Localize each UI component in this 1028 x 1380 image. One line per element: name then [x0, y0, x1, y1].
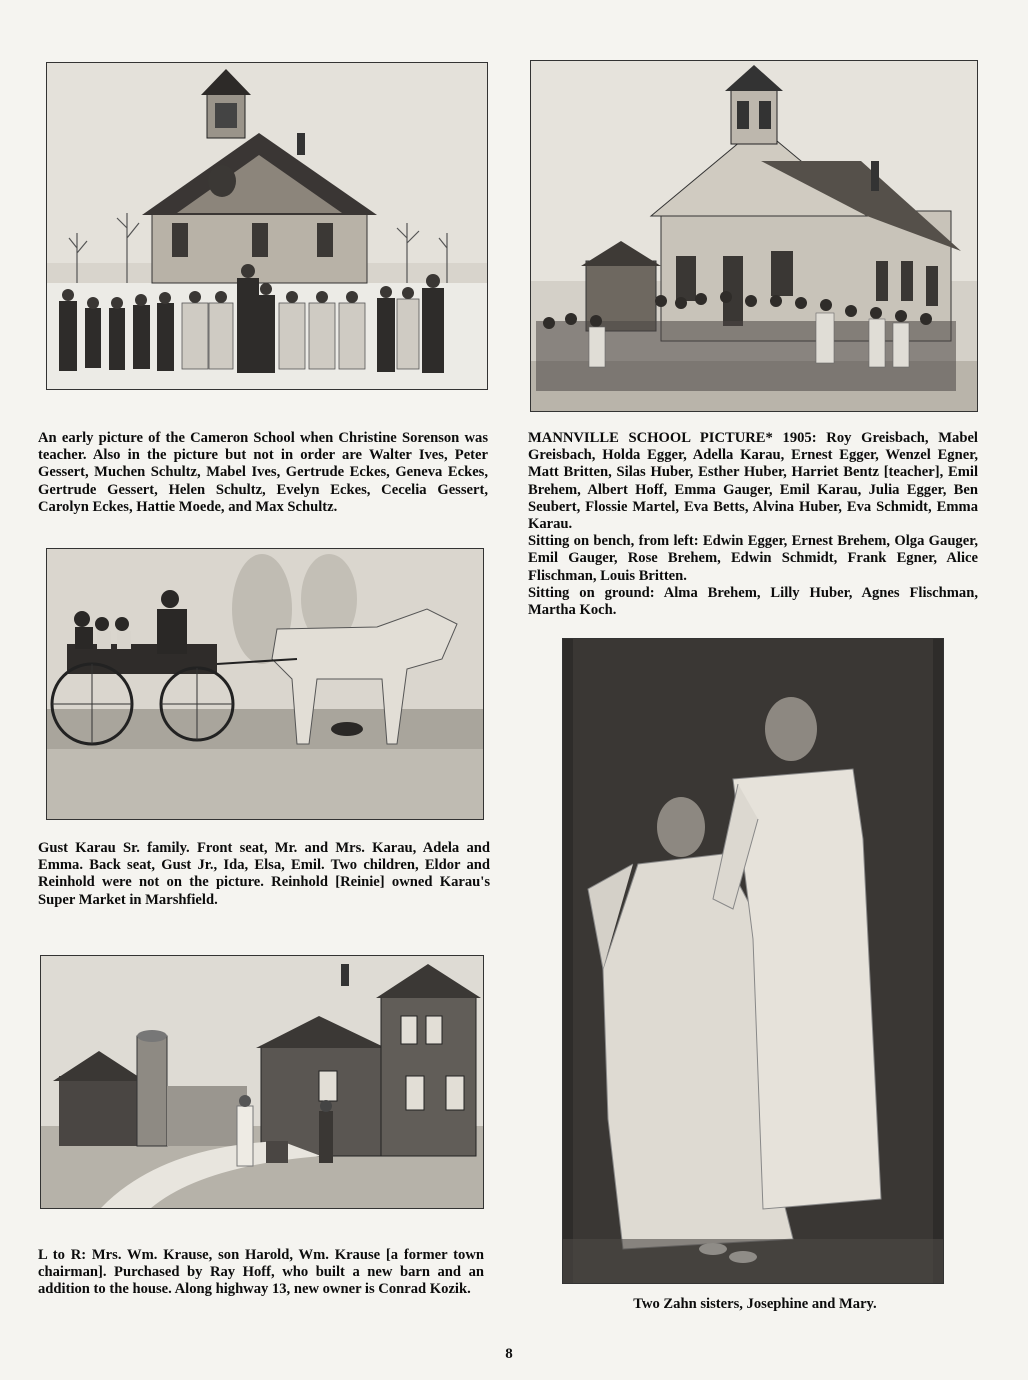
mannville-school-caption	[528, 430, 978, 619]
cameron-school-caption: An early picture of the Cameron School when Christine Sorenson was teacher. Also in the picture but not in order are Walter Ives, Peter Gessert, Muchen Schultz, Mabel Ives, Gertrude Eckes, Geneva Eckes, Gertrude Gessert, Helen Schultz, Evelyn Eckes, Cecelia Gessert, Carolyn Eckes, Hattie Moede, and Max Schultz.	[38, 430, 488, 515]
zahn-sisters-caption: Two Zahn sisters, Josephine and Mary.	[633, 1296, 877, 1312]
page-number: 8	[505, 1346, 513, 1362]
krause-farm-photo	[40, 955, 484, 1209]
karau-family-caption: Gust Karau Sr. family. Front seat, Mr. and Mrs. Karau, Adela and Emma. Back seat, Gust Jr., Ida, Elsa, Emil. Two children, Eldor and Reinhold were not on the picture. Reinhold [Reinie] owned Karau's Super Market in Marshfield.	[38, 840, 490, 908]
krause-farm-caption: L to R: Mrs. Wm. Krause, son Harold, Wm. Krause [a former town chairman]. Purchased by Ray Hoff, who built a new barn and an addition to the house. Along highway 13, new owner is Conrad Kozik.	[38, 1247, 484, 1298]
mannville-caption-standing: MANNVILLE SCHOOL PICTURE* 1905: Roy Greisbach, Mabel Greisbach, Holda Egger, Adella Karau, Ernest Egger, Wenzel Egner, Matt Britten, Silas Huber, Esther Huber, Harriet Bentz [teacher], Emil Brehem, Albert Hoff, Emma Gauger, Emil Karau, Julia Egger, Ben Seubert, Flossie Martel, Eva Betts, Alvina Huber, Eva Schmidt, Emma Karau.	[528, 430, 978, 533]
cameron-school-photo	[46, 62, 488, 390]
zahn-sisters-photo	[562, 638, 944, 1284]
bleed-through	[40, 40, 480, 60]
mannville-school-photo	[530, 60, 978, 412]
mannville-caption-bench: Sitting on bench, from left: Edwin Egger, Ernest Brehem, Olga Gauger, Emil Gauger, Rose Brehem, Edwin Schmidt, Frank Egner, Alice Flischman, Louis Britten.	[528, 533, 978, 584]
karau-family-photo	[46, 548, 484, 820]
mannville-caption-ground: Sitting on ground: Alma Brehem, Lilly Huber, Agnes Flischman, Martha Koch.	[528, 584, 978, 619]
